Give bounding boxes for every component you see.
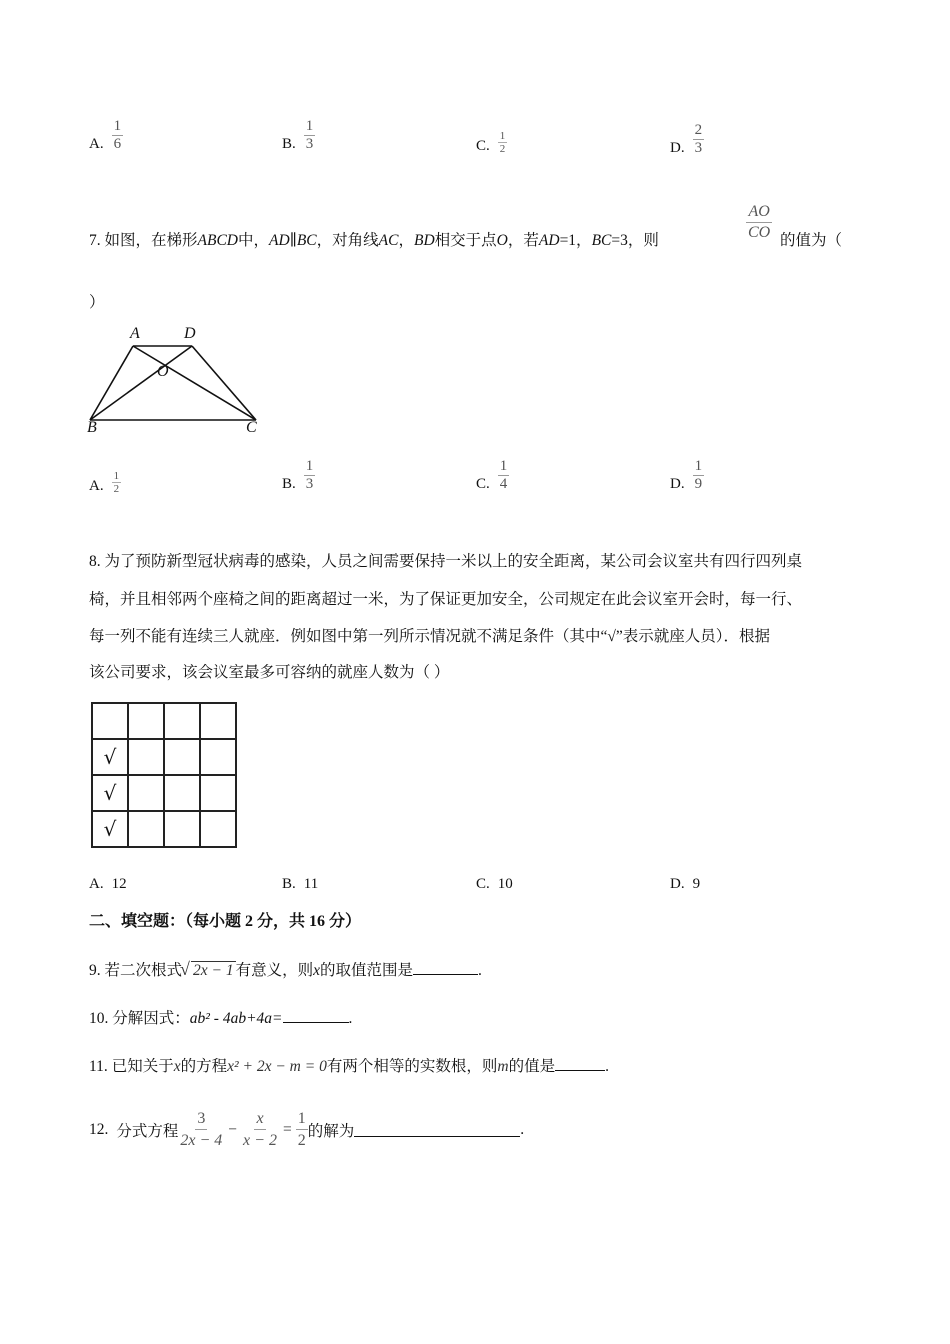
- grid-row: [92, 739, 236, 775]
- grid-cell: [200, 811, 236, 847]
- seating-table: [91, 702, 237, 848]
- grid-cell: [128, 775, 164, 811]
- grid-row: [92, 703, 236, 739]
- fraction: $\frac{1}{9}$: [694, 458, 703, 492]
- option-label: D.: [670, 476, 685, 492]
- fraction: $\frac{x}{x - 2}$: [243, 1110, 277, 1149]
- fraction: $\frac{2}{3}$: [694, 122, 703, 156]
- answer-blank[interactable]: [413, 960, 478, 975]
- grid-cell: [200, 703, 236, 739]
- option-label: D.: [670, 140, 685, 156]
- fraction: $\frac{3}{2x - 4}$: [180, 1110, 223, 1149]
- option-label: A.: [89, 136, 104, 152]
- q7-option-b: [282, 458, 315, 493]
- vertex-label-c: C: [246, 419, 257, 436]
- option-label: C.: [476, 138, 490, 154]
- vertex-label-b: B: [87, 419, 97, 436]
- q6-option-b: [282, 118, 315, 153]
- grid-cell-check: √: [92, 811, 128, 847]
- grid-cell: [200, 739, 236, 775]
- grid-cell: [128, 739, 164, 775]
- trapezoid-figure: [84, 325, 274, 440]
- fraction: $\frac{1}{6}$: [113, 118, 122, 152]
- q8-option-d: D. 9: [670, 876, 701, 892]
- question-12: 12. 分式方程 $\frac{3}{2x - 4}$ − $\frac{x}{x - 2}$ = $\frac{1}{2}$ 的解为 .: [89, 1110, 525, 1149]
- grid-row: [92, 775, 236, 811]
- q8-option-c: C. 10: [476, 876, 513, 892]
- question-8-line-3: 每一列不能有连续三人就座．例如图中第一列所示情况就不满足条件（其中“√”表示就座人员）．根据: [89, 628, 771, 645]
- q8-option-b: B. 11: [282, 876, 319, 892]
- grid-cell-check: √: [92, 775, 128, 811]
- q7-tail: 的值为（: [780, 232, 843, 249]
- fraction: $\frac{1}{3}$: [305, 458, 314, 492]
- option-label: A.: [89, 478, 104, 494]
- option-label: B.: [282, 136, 296, 152]
- grid-cell: [164, 703, 200, 739]
- q7-option-a: [89, 470, 121, 495]
- seating-grid: [91, 702, 237, 848]
- q7-option-d: [670, 458, 704, 493]
- q7-close-paren: ）: [89, 294, 105, 311]
- q7-option-c: [476, 458, 509, 493]
- grid-cell: [200, 775, 236, 811]
- grid-cell: [128, 703, 164, 739]
- vertex-label-o: O: [157, 363, 169, 380]
- question-8-line-2: 椅，并且相邻两个座椅之间的距离超过一米，为了保证更加安全，公司规定在此会议室开会时，每一行、: [89, 591, 803, 608]
- option-label: C.: [476, 476, 490, 492]
- question-11: 11. 已知关于x的方程x² + 2x − m = 0有两个相等的实数根，则m的值是 .: [89, 1058, 609, 1075]
- question-9: 9. 若二次根式 √ 2x − 1 有意义，则x的取值范围是 .: [89, 958, 482, 980]
- q6-option-c: [476, 130, 507, 155]
- grid-cell: [164, 739, 200, 775]
- grid-cell: [164, 775, 200, 811]
- q8-option-a: A. 12: [89, 876, 127, 892]
- q6-option-a: [89, 118, 123, 153]
- fraction: $\frac{1}{2}$: [499, 130, 506, 155]
- fraction: $\frac{1}{3}$: [305, 118, 314, 152]
- grid-cell: [92, 703, 128, 739]
- grid-cell-check: √: [92, 739, 128, 775]
- grid-row: [92, 811, 236, 847]
- answer-blank[interactable]: [555, 1056, 605, 1071]
- fraction: $\frac{1}{2}$: [113, 470, 120, 495]
- fraction: $\frac{1}{4}$: [499, 458, 508, 492]
- q6-option-d: [670, 122, 704, 157]
- question-7: 7. 如图，在梯形ABCD中，AD∥BC，对角线AC，BD相交于点O，若AD=1，BC=3，则: [89, 232, 659, 249]
- vertex-label-d: D: [184, 325, 196, 342]
- section-2-heading: 二、填空题：（每小题 2 分，共 16 分）: [89, 913, 362, 930]
- grid-cell: [128, 811, 164, 847]
- vertex-label-a: A: [130, 325, 140, 342]
- answer-blank[interactable]: [283, 1008, 349, 1023]
- question-8-line-4: 该公司要求，该会议室最多可容纳的就座人数为（ ）: [89, 664, 450, 681]
- q7-fraction-ao-co: $\frac{AO}{CO}$: [748, 203, 771, 241]
- option-label: B.: [282, 476, 296, 492]
- square-root: √ 2x − 1: [182, 962, 236, 980]
- fraction: $\frac{1}{2}$: [297, 1110, 306, 1149]
- grid-cell: [164, 811, 200, 847]
- answer-blank[interactable]: [354, 1122, 520, 1137]
- question-8-line-1: 8. 为了预防新型冠状病毒的感染，人员之间需要保持一米以上的安全距离，某公司会议室共有四行四列桌: [89, 553, 803, 570]
- question-10: 10. 分解因式：ab² - 4ab+4a= .: [89, 1010, 353, 1027]
